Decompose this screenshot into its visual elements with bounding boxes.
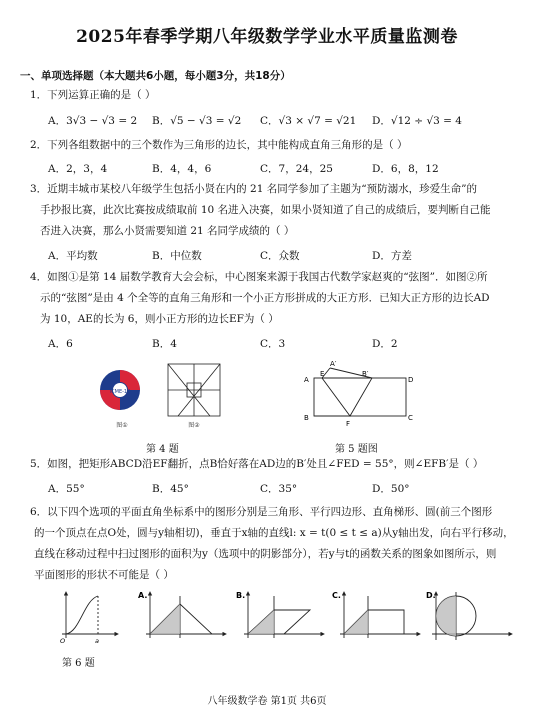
- q1-option-a: A．3√3 − √3 = 2: [48, 115, 138, 127]
- question-4-line3: 为 10，AE的长为 6，则小正方形的边长EF为（ ）: [40, 313, 279, 325]
- label-f: F: [346, 420, 351, 428]
- question-6-line4: 平面图形的形状不可能是（ ）: [34, 569, 174, 581]
- question-3-line2: 手抄报比赛，此次比赛按成绩取前 10 名进入决赛，如果小贤知道了自己的成绩后，要判断自己能: [40, 204, 491, 216]
- q2-option-b: B．4，4，6: [152, 163, 212, 175]
- label-e: E: [320, 370, 325, 378]
- question-6-line3: 直线在移动过程中扫过图形的面积为y（选项中的阴影部分），若y与t的函数关系的图象如图所示，则: [34, 548, 497, 560]
- q1-option-d: D．√12 ÷ √3 = 4: [372, 115, 462, 127]
- page-title: 2025年春季学期八年级数学学业水平质量监测卷: [76, 27, 458, 47]
- label-a-prime: A′: [330, 360, 337, 368]
- q1-option-b: B．√5 − √3 = √2: [152, 115, 242, 127]
- q3-option-b: B．中位数: [152, 250, 202, 262]
- figure-5-caption: 第 5 题图: [335, 444, 378, 455]
- label-c: C: [408, 414, 413, 422]
- option-c-label: C.: [332, 591, 341, 600]
- string-diagram: [168, 364, 220, 416]
- question-6-line2: 的一个顶点在点O处，圆与y轴相切)，垂直于x轴的直线l: x = t(0 ≤ t ≤ a)从y轴出发，向右平行移动，: [34, 527, 514, 539]
- figure-5: [300, 360, 420, 428]
- icme-logo: [100, 370, 140, 410]
- question-2-stem: 2．下列各组数据中的三个数作为三角形的边长，其中能构成直角三角形的是（ ）: [30, 139, 408, 151]
- a-label: a: [95, 637, 99, 645]
- q3-option-d: D．方差: [372, 250, 412, 262]
- q3-option-c: C．众数: [260, 250, 300, 262]
- page-footer: 八年级数学卷 第1页 共6页: [207, 696, 327, 707]
- q2-option-a: A．2，3，4: [48, 163, 108, 175]
- figure-4: [88, 360, 238, 436]
- figure-4-caption: 第 4 题: [146, 444, 179, 455]
- option-d-label: D.: [426, 591, 436, 600]
- q4-option-a: A．6: [48, 338, 73, 350]
- q4-option-c: C．3: [260, 338, 286, 350]
- origin-label: O: [60, 637, 66, 645]
- question-4-line2: 示的“弦图”是由 4 个全等的直角三角形和一个小正方形拼成的大正方形．已知大正方形的边长AD: [40, 292, 490, 304]
- figure-6-caption: 第 6 题: [62, 658, 95, 669]
- logo-text: ICME-14: [109, 389, 131, 395]
- question-3-line1: 3．近期丰城市某校八年级学生包括小贤在内的 21 名同学参加了主题为“预防溺水，珍爱生命”的: [30, 183, 477, 195]
- function-graph: [62, 592, 118, 638]
- question-1-stem: 1．下列运算正确的是（ ）: [30, 89, 156, 101]
- q4-option-b: B．4: [152, 338, 177, 350]
- question-5-stem: 5．如图，把矩形ABCD沿EF翻折，点B恰好落在AD边的B′处且∠FED = 55°，则∠EFB′是（ ）: [30, 458, 484, 470]
- question-6-figures: [48, 588, 518, 648]
- q5-option-d: D．50°: [372, 483, 410, 495]
- q2-option-d: D．6，8，12: [372, 163, 439, 175]
- q4-option-d: D．2: [372, 338, 398, 350]
- figure-4-caption-2: 图②: [188, 422, 200, 429]
- label-d: D: [408, 376, 414, 384]
- question-4-line1: 4．如图①是第 14 届数学教育大会会标，中心图案来源于我国古代数学家赵爽的“弦图”．如图②所: [30, 271, 488, 283]
- q5-option-c: C．35°: [260, 483, 298, 495]
- q1-option-c: C．√3 × √7 = √21: [260, 115, 357, 127]
- option-b-label: B.: [236, 591, 246, 600]
- q3-option-a: A．平均数: [48, 250, 98, 262]
- question-6-line1: 6．以下四个选项的平面直角坐标系中的图形分别是三角形、平行四边形、直角梯形、圆(前三个图形: [30, 506, 493, 518]
- label-b: B: [304, 414, 309, 422]
- figure-4-caption-1: 图①: [116, 422, 128, 429]
- label-a: A: [304, 376, 309, 384]
- q5-option-a: A．55°: [48, 483, 85, 495]
- q2-option-c: C．7，24，25: [260, 163, 333, 175]
- question-3-line3: 否进入决赛，那么小贤需要知道 21 名同学成绩的（ ）: [40, 225, 295, 237]
- option-a-label: A.: [138, 591, 148, 600]
- label-b-prime: B′: [362, 370, 369, 378]
- section-heading: 一、单项选择题（本大题共6小题，每小题3分，共18分）: [20, 70, 291, 82]
- q5-option-b: B．45°: [152, 483, 189, 495]
